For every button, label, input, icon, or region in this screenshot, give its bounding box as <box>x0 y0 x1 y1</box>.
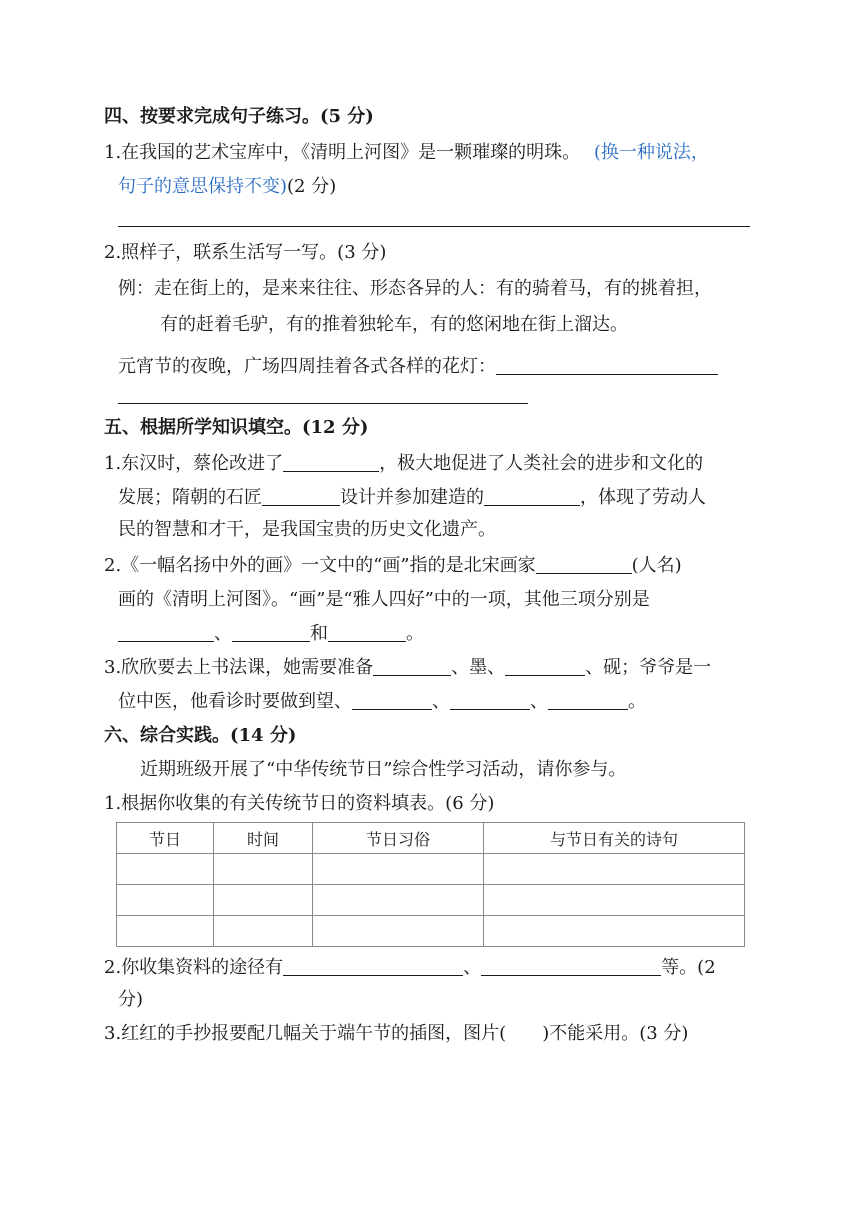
table-row <box>117 885 745 916</box>
s5-q3-line1 <box>104 655 711 681</box>
s6-q2-a1: 2.你收集资料的途径有 <box>104 957 284 978</box>
section-6-heading: 六、综合实践。(14 分) <box>104 725 297 746</box>
s6-q2-blank-1[interactable] <box>283 957 463 976</box>
s5-q1-line2 <box>118 485 706 511</box>
s4-q2-example-b: 有的赶着毛驴，有的推着独轮车，有的悠闲地在街上溜达。 <box>160 314 628 335</box>
s4-q2-example-a: 例：走在街上的，是来来往往、形态各异的人：有的骑着马，有的挑着担， <box>118 278 712 299</box>
s5-q3-blank-3[interactable] <box>352 691 432 710</box>
festival-table <box>116 822 745 947</box>
s5-q2-c3: 。 <box>406 623 424 644</box>
table-cell[interactable] <box>484 854 745 885</box>
s5-q3-a1: 3.欣欣要去上书法课，她需要准备 <box>104 657 374 678</box>
s5-q1-b1: 发展；隋朝的石匠 <box>118 487 262 508</box>
s5-q2-a1: 2.《一幅名扬中外的画》一文中的“画”指的是北宋画家 <box>104 555 536 576</box>
s5-q2-blank-4[interactable] <box>328 623 406 642</box>
section-4-heading: 四、按要求完成句子练习。(5 分) <box>104 106 374 127</box>
s4-q1-text: 1.在我国的艺术宝库中，《清明上河图》是一颗璀璨的明珠。 <box>104 142 581 163</box>
s5-q3-line2 <box>118 689 646 715</box>
table-cell[interactable] <box>214 854 313 885</box>
s5-q3-blank-1[interactable] <box>373 657 451 676</box>
s5-q1-blank-1[interactable] <box>283 453 379 472</box>
s5-q1-line1 <box>104 451 703 477</box>
s5-q3-b1: 位中医，他看诊时要做到望、 <box>118 691 352 712</box>
s5-q2-line3 <box>118 621 424 647</box>
th-customs: 节日习俗 <box>313 823 484 854</box>
th-time: 时间 <box>214 823 313 854</box>
s6-q2-a3: 等。(2 <box>661 957 716 978</box>
s5-q2-blank-3[interactable] <box>232 623 310 642</box>
th-poems: 与节日有关的诗句 <box>484 823 745 854</box>
s6-q1-text: 1.根据你收集的有关传统节日的资料填表。(6 分) <box>104 793 495 814</box>
s5-q2-blank-1[interactable] <box>536 555 632 574</box>
table-cell[interactable] <box>117 854 214 885</box>
s5-q2-c2: 和 <box>310 623 328 644</box>
s6-q3-text: 3.红红的手抄报要配几幅关于端午节的插图，图片( )不能采用。(3 分) <box>104 1023 689 1044</box>
s4-q1-hint-a: (换一种说法， <box>593 142 709 163</box>
table-row <box>117 854 745 885</box>
s5-q2-blank-2[interactable] <box>118 623 214 642</box>
s5-q3-a2: 、墨、 <box>451 657 506 678</box>
s6-q2-b: 分) <box>118 989 144 1010</box>
s4-q2-text: 2.照样子，联系生活写一写。(3 分) <box>104 242 387 263</box>
table-cell[interactable] <box>484 916 745 947</box>
s4-q2-blank-1[interactable] <box>496 356 718 375</box>
table-cell[interactable] <box>214 885 313 916</box>
s4-q1-points: (2 分) <box>287 176 337 197</box>
s6-q2-a2: 、 <box>463 957 482 978</box>
s5-q1-b2: 设计并参加建造的 <box>340 487 484 508</box>
table-cell[interactable] <box>313 916 484 947</box>
s4-q1-hint-b: 句子的意思保持不变) <box>118 176 288 197</box>
s6-q2-line1 <box>104 955 716 981</box>
table-cell[interactable] <box>484 885 745 916</box>
s5-q2-line1 <box>104 553 682 579</box>
s5-q1-c: 民的智慧和才干，是我国宝贵的历史文化遗产。 <box>118 519 496 540</box>
table-cell[interactable] <box>214 916 313 947</box>
s5-q3-b4: 。 <box>628 691 646 712</box>
s5-q1-a2: ，极大地促进了人类社会的进步和文化的 <box>379 453 704 474</box>
s5-q1-b3: ，体现了劳动人 <box>580 487 706 508</box>
s5-q2-a2: (人名) <box>631 555 682 576</box>
s4-q2-prompt: 元宵节的夜晚，广场四周挂着各式各样的花灯： <box>118 356 496 377</box>
s5-q3-a3: 、砚；爷爷是一 <box>585 657 712 678</box>
table-row <box>117 916 745 947</box>
s5-q3-blank-5[interactable] <box>548 691 628 710</box>
s5-q3-blank-4[interactable] <box>450 691 530 710</box>
section-5-heading: 五、根据所学知识填空。(12 分) <box>104 417 369 438</box>
s4-q2-blank-2[interactable] <box>118 403 528 404</box>
table-cell[interactable] <box>117 885 214 916</box>
s5-q3-b3: 、 <box>530 691 548 712</box>
s6-intro: 近期班级开展了“中华传统节日”综合性学习活动，请你参与。 <box>140 759 627 780</box>
s4-q2-prompt-line <box>118 354 718 380</box>
th-festival: 节日 <box>117 823 214 854</box>
s5-q3-blank-2[interactable] <box>505 657 585 676</box>
s5-q3-b2: 、 <box>432 691 450 712</box>
s6-q2-blank-2[interactable] <box>481 957 661 976</box>
s4-q1-line1 <box>104 140 709 166</box>
s4-q1-line2 <box>118 174 336 200</box>
s5-q2-c1: 、 <box>214 623 232 644</box>
s4-q1-answer-line[interactable] <box>118 226 750 227</box>
s5-q1-a1: 1.东汉时，蔡伦改进了 <box>104 453 284 474</box>
s5-q2-b: 画的《清明上河图》。“画”是“雅人四好”中的一项，其他三项分别是 <box>118 589 650 610</box>
s5-q1-blank-3[interactable] <box>484 487 580 506</box>
table-cell[interactable] <box>313 885 484 916</box>
table-cell[interactable] <box>117 916 214 947</box>
s5-q1-blank-2[interactable] <box>262 487 340 506</box>
table-cell[interactable] <box>313 854 484 885</box>
table-header-row <box>117 823 745 854</box>
